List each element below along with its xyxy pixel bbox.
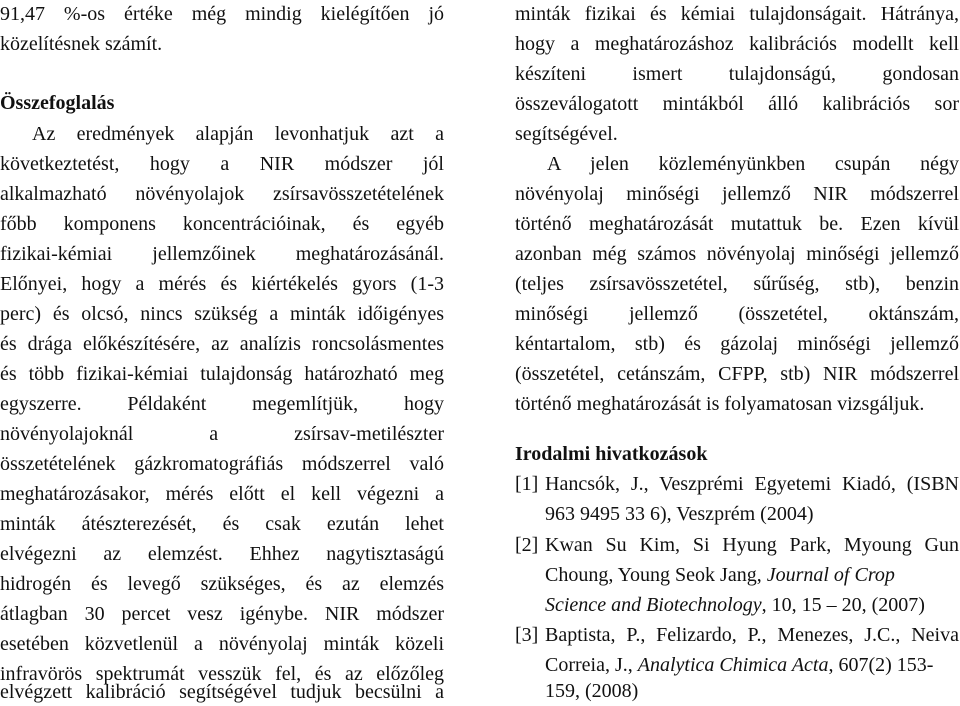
paragraph-line: készíteni ismert tulajdonságú, gondosan xyxy=(515,63,959,85)
reference-text: Baptista, P., Felizardo, P., Menezes, J.C., Neiva xyxy=(545,624,959,646)
paragraph-line: minták átészterezését, és csak ezután lehet xyxy=(0,513,444,535)
paragraph-line: és drága előkészítésére, az analízis roncsolásmentes xyxy=(0,333,444,355)
paragraph-line: esetében közvetlenül a növényolaj minták közeli xyxy=(0,633,444,655)
intro-line: 91,47 %-os értéke még mindig kielégítően jó xyxy=(0,3,444,25)
reference-text-line xyxy=(545,561,959,589)
paragraph-line: elvégezni az elemzést. Ehhez nagytisztaságú xyxy=(0,543,444,565)
reference-text-line xyxy=(545,591,959,619)
paragraph-line: kéntartalom, stb) és gázolaj minőségi jellemző xyxy=(515,333,959,355)
reference-item xyxy=(515,531,959,559)
reference-details: , 607(2) 153- xyxy=(828,654,934,676)
reference-text: Hancsók, J., Veszprémi Egyetemi Kiadó, (ISBN xyxy=(545,473,959,495)
intro-line: közelítésnek számít. xyxy=(0,33,163,55)
paragraph-line: növényolaj minőségi jellemző NIR módszerrel xyxy=(515,183,959,205)
journal-name: Science and Biotechnology xyxy=(545,594,762,616)
paragraph-line: alkalmazható növényolajok zsírsavösszetételének xyxy=(0,183,444,205)
paragraph-line: főbb komponens koncentrációinak, és egyéb xyxy=(0,213,444,235)
summary-heading: Összefoglalás xyxy=(0,92,115,114)
paragraph-line: elvégzett kalibráció segítségével tudjuk becsülni a xyxy=(0,681,444,703)
paragraph-line: A jelen közleményünkben csupán négy xyxy=(547,153,959,175)
paragraph-line: és több fizikai-kémiai tulajdonság határozható meg xyxy=(0,363,444,385)
paragraph-line: átlagban 30 percet vesz igénybe. NIR módszer xyxy=(0,603,444,625)
paragraph-line: perc) és olcsó, nincs szükség a minták időigényes xyxy=(0,303,444,325)
reference-text-line xyxy=(545,651,959,679)
reference-item xyxy=(515,470,959,498)
paragraph-line: növényolajoknál a zsírsav-metilészter xyxy=(0,423,444,445)
reference-item xyxy=(515,621,959,649)
reference-number: [2] xyxy=(515,534,539,556)
paragraph-line: Előnyei, hogy a mérés és kiértékelés gyors (1-3 xyxy=(0,273,444,295)
reference-number: [1] xyxy=(515,473,539,495)
references-heading: Irodalmi hivatkozások xyxy=(515,443,708,465)
paragraph-line: hidrogén és levegő szükséges, és az elemzés xyxy=(0,573,444,595)
reference-text: 159, (2008) xyxy=(545,680,639,702)
paragraph-line: azonban még számos növényolaj minőségi jellemző xyxy=(515,243,959,265)
paragraph-line: (összetétel, cetánszám, CFPP, stb) NIR módszerrel xyxy=(515,363,959,385)
reference-number: [3] xyxy=(515,624,539,646)
paragraph-line: történő meghatározását mutattuk be. Ezen kívül xyxy=(515,213,959,235)
paragraph-line: egyszerre. Példaként megemlítjük, hogy xyxy=(0,393,444,415)
paragraph-line: segítségével. xyxy=(515,123,618,145)
reference-details: , 10, 15 – 20, (2007) xyxy=(761,594,925,616)
reference-authors: Correia, J., xyxy=(545,654,638,676)
paragraph-line: minták fizikai és kémiai tulajdonságait. Hátránya, xyxy=(515,3,959,25)
paragraph-line: következtetést, hogy a NIR módszer jól xyxy=(0,153,444,175)
paragraph-line: meghatározásakor, mérés előtt el kell végezni a xyxy=(0,483,444,505)
paragraph-line: (teljes zsírsavösszetétel, sűrűség, stb), benzin xyxy=(515,273,959,295)
reference-authors: Choung, Young Seok Jang, xyxy=(545,564,767,586)
journal-name: Journal of Crop xyxy=(766,564,895,586)
paragraph-line: minőségi jellemző (összetétel, oktánszám, xyxy=(515,303,959,325)
reference-text: 963 9495 33 6), Veszprém (2004) xyxy=(545,503,814,525)
paragraph-line: infravörös spektrumát vesszük fel, és az előzőleg xyxy=(0,663,444,685)
paragraph-line: összetételének gázkromatográfiás módszerrel való xyxy=(0,453,444,475)
paragraph-line: hogy a meghatározáshoz kalibrációs modellt kell xyxy=(515,33,959,55)
journal-name: Analytica Chimica Acta xyxy=(637,654,829,676)
paragraph-line: fizikai-kémiai jellemzőinek meghatározásánál. xyxy=(0,243,444,265)
paragraph-line: történő meghatározását is folyamatosan vizsgáljuk. xyxy=(515,393,925,415)
paragraph-line: Az eredmények alapján levonhatjuk azt a xyxy=(32,123,444,145)
paragraph-line: összeválogatott mintákból álló kalibrációs sor xyxy=(515,93,959,115)
reference-text: Kwan Su Kim, Si Hyung Park, Myoung Gun xyxy=(545,534,959,556)
